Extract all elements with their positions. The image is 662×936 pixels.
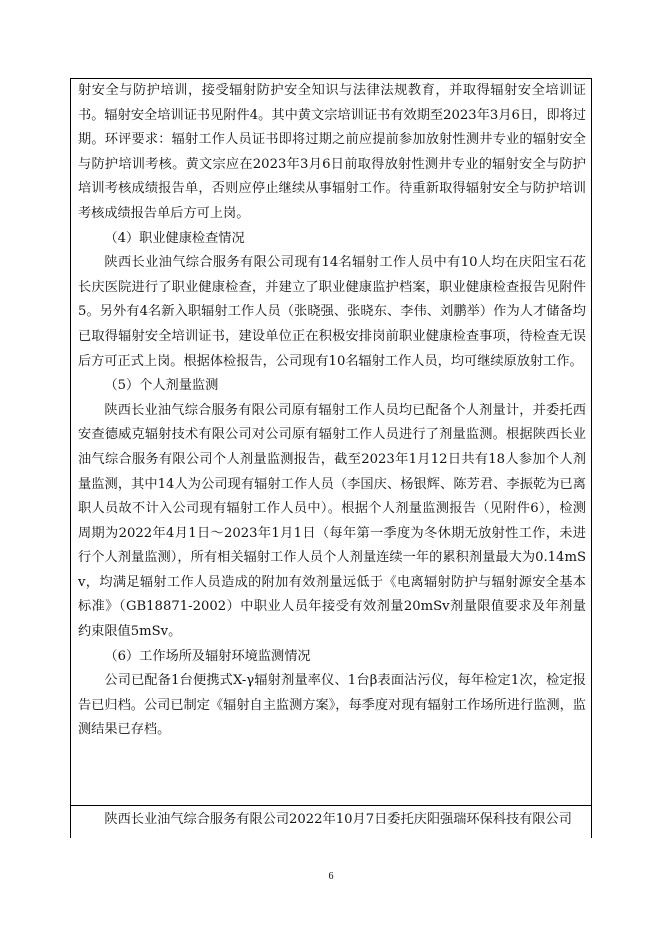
heading-dose-monitoring: （5）个人剂量监测 [104, 378, 219, 394]
paragraph-environment-monitoring: 公司已配备1台便携式X-γ辐射剂量率仪、1台β表面沾污仪，每年检定1次，检定报告已归档。公司已制定《辐射自主监测方案》，每季度对现有辐射工作场所进行监测，监测结果已存档。 [78, 673, 586, 738]
paragraph-commission: 陕西长业油气综合服务有限公司2022年10月7日委托庆阳强瑞环保科技有限公司 [104, 812, 572, 827]
paragraph-dose-monitoring: 陕西长业油气综合服务有限公司原有辐射工作人员均已配备个人剂量计，并委托西安查德威克辐射技术有限公司对公司原有辐射工作人员进行了剂量监测。根据陕西长业油气综合服务有限公司个人剂量监测报告，截至2023年1月12日共有18人参加个人剂量监测，其中14人为公司现有辐射工作人员（李国庆、杨银辉、陈芳君、李振乾为已离职人员故不计入公司现有辐射工作人员中）。根据个人剂量监测报告（见附件6），检测周期为2022年4月1日～2023年1月1日（每年第一季度为冬休期无放射性工作，未进行个人剂量监测），所有相关辐射工作人员个人剂量连续一年的累积剂量最大为0.14mSv，均满足辐射工作人员造成的附加有效剂量远低于《电离辐射防护与辐射源安全基本标准》（GB18871-2002）中职业人员年接受有效剂量20mSv剂量限值要求及年剂量约束限值5mSv。 [78, 402, 586, 640]
paragraph-health-check: 陕西长业油气综合服务有限公司现有14名辐射工作人员中有10人均在庆阳宝石花长庆医院进行了职业健康检查，并建立了职业健康监护档案，职业健康检查报告见附件5。另外有4名新入职辐射工作人员（张晓强、张晓东、李伟、刘鹏举）作为人才储备均已取得辐射安全培训证书，建设单位正在积极安排岗前职业健康检查事项，待检查无误后方可正式上岗。根据体检报告，公司现有10名辐射工作人员，均可继续原放射工作。 [78, 255, 586, 369]
heading-environment-monitoring: （6）工作场所及辐射环境监测情况 [104, 648, 311, 664]
table-row-divider [70, 805, 592, 806]
heading-health-check: （4）职业健康检查情况 [104, 230, 245, 246]
paragraph-training: 射安全与防护培训，接受辐射防护安全知识与法律法规教育，并取得辐射安全培训证书。辐射安全培训证书见附件4。其中黄文宗培训证书有效期至2023年3月6日，即将过期。环评要求：辐射工作人员证书即将过期之前应提前参加放射性测井专业的辐射安全与防护培训考核。黄文宗应在2023年3月6日前取得放射性测井专业的辐射安全与防护培训考核成绩报告单，否则应停止继续从事辐射工作。待重新取得辐射安全与防护培训考核成绩报告单后方可上岗。 [78, 83, 586, 221]
text-cell [78, 79, 586, 743]
text-cell-continued [78, 808, 586, 833]
page-number: 6 [328, 871, 334, 882]
